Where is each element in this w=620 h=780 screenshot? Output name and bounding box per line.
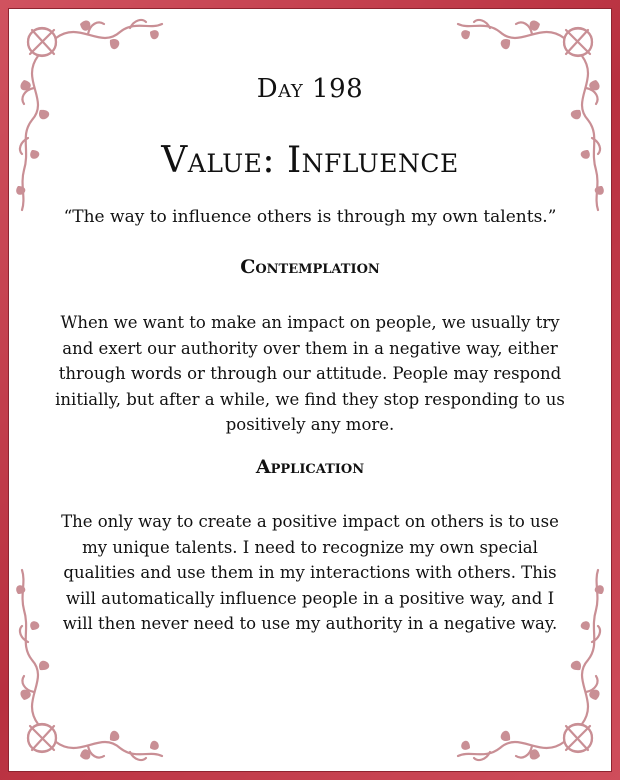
application-text: The only way to create a positive impact on others is to use my unique talents. I need to recognize my own special qualities and use them in my interactions with others. This will automatically influence people in a positive way, and I will then never need to use my authority in a negative way. — [61, 512, 559, 633]
contemplation-heading: Contemplation — [240, 256, 380, 278]
corner-ornament-top-left-icon — [10, 10, 170, 220]
value-title: Value: Influence — [161, 140, 459, 181]
contemplation-text: When we want to make an impact on people, we usually try and exert our authority over them in a negative way, either through words or through our attitude. People may respond initially, but after a while, we find they stop responding to us positively any more. — [55, 313, 565, 434]
application-heading: Application — [255, 456, 365, 478]
quote: “The way to influence others is through my own talents.” — [63, 207, 557, 227]
corner-ornament-top-right-icon — [450, 10, 610, 220]
day-label: Day 198 — [256, 74, 364, 104]
